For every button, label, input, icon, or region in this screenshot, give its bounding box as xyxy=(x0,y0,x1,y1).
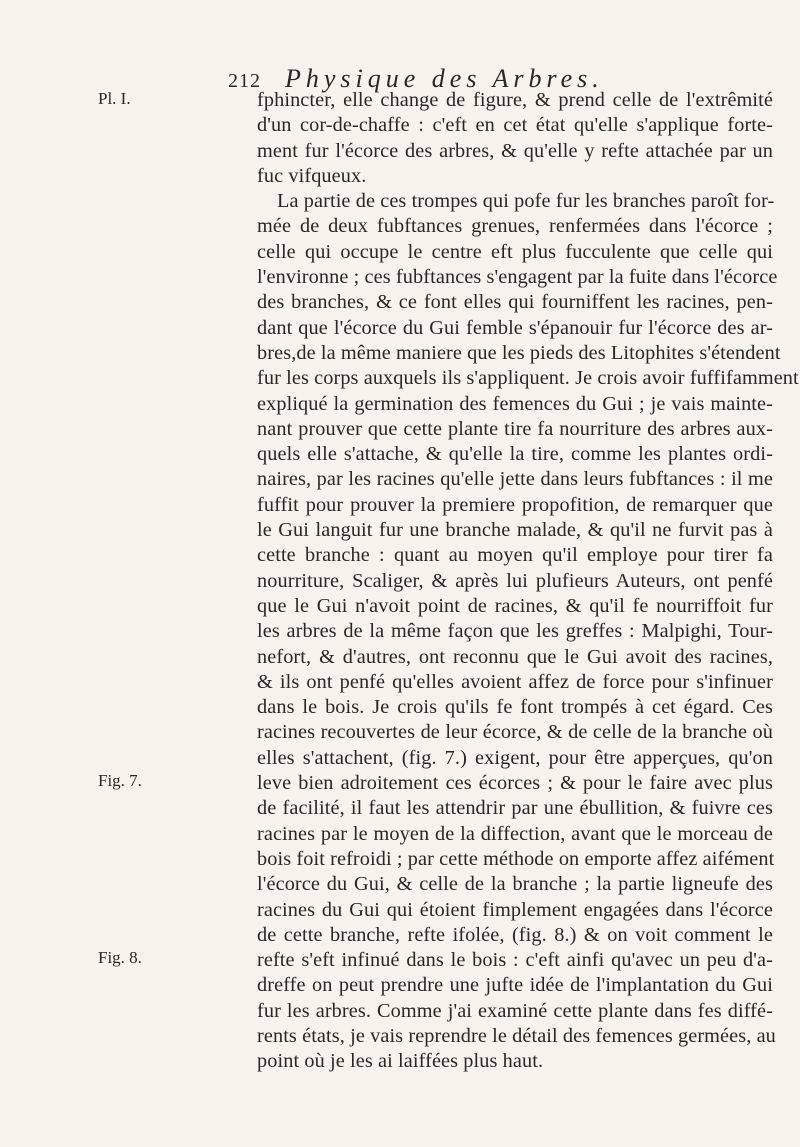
text-line: cette branche : quant au moyen qu'il employe pour tirer fa xyxy=(257,544,773,567)
text-line: dans le bois. Je crois qu'ils fe font trompés à cet égard. Ces xyxy=(257,696,773,719)
text-line: racines du Gui qui étoient fimplement engagées dans l'écorce xyxy=(257,898,773,921)
text-line: refte s'eft infinué dans le bois : c'eft ainfi qu'avec un peu d'a- xyxy=(257,949,773,972)
page-number: 212 xyxy=(228,70,261,92)
text-line: leve bien adroitement ces écorces ; & pour le faire avec plus xyxy=(257,772,773,795)
text-line: l'écorce du Gui, & celle de la branche ; la partie ligneufe des xyxy=(257,873,773,896)
text-line: fuffit pour prouver la premiere propofition, de remarquer que xyxy=(257,493,773,516)
margin-note-fig-7: Fig. 7. xyxy=(98,771,142,790)
text-line: nourriture, Scaliger, & après lui plufieurs Auteurs, ont penfé xyxy=(257,569,773,592)
text-line: fur les arbres. Comme j'ai examiné cette plante dans fes diffé- xyxy=(257,999,773,1022)
text-line: celle qui occupe le centre eft plus fucculente que celle qui xyxy=(257,240,773,263)
text-line: & ils ont penfé qu'elles avoient affez de force pour s'infinuer xyxy=(257,670,773,693)
text-line: bois foit refroidi ; par cette méthode on emporte affez aifément xyxy=(257,847,775,870)
text-line: mée de deux fubftances grenues, renfermées dans l'écorce ; xyxy=(257,215,773,238)
text-line: ment fur l'écorce des arbres, & qu'elle y refte attachée par un xyxy=(257,139,773,162)
text-line: des branches, & ce font elles qui fourniffent les racines, pen- xyxy=(257,291,773,314)
text-line: dreffe on peut prendre une jufte idée de l'implantation du Gui xyxy=(257,974,773,997)
text-line: nefort, & d'autres, ont reconnu que le Gui avoit des racines, xyxy=(257,645,773,668)
text-line: les arbres de la même façon que les greffes : Malpighi, Tour- xyxy=(257,620,773,643)
text-line: fphincter, elle change de figure, & prend celle de l'extrêmité xyxy=(257,89,773,111)
text-line: de facilité, il faut les attendrir par une ébullition, & fuivre ces xyxy=(257,797,773,820)
text-line: racines recouvertes de leur écorce, & de celle de la branche où xyxy=(257,721,773,744)
text-line: que le Gui n'avoit point de racines, & qu'il fe nourriffoit fur xyxy=(257,594,773,617)
text-line: de cette branche, refte ifolée, (fig. 8.) & on voit comment le xyxy=(257,923,773,946)
text-line: fuc vifqueux. xyxy=(257,164,367,187)
running-title: Physique des Arbres. xyxy=(285,64,604,93)
text-line: elles s'attachent, (fig. 7.) exigent, pour être apperçues, qu'on xyxy=(257,746,773,769)
text-line: bres,de la même maniere que les pieds des Litophites s'étendent xyxy=(257,341,781,364)
text-line: fur les corps auxquels ils s'appliquent. Je crois avoir fuffifamment xyxy=(257,367,799,390)
margin-note-fig-8: Fig. 8. xyxy=(98,948,142,967)
text-line: l'environne ; ces fubftances s'engagent par la fuite dans l'écorce xyxy=(257,266,778,289)
text-line: rents états, je vais reprendre le détail des femences germées, au xyxy=(257,1024,776,1047)
margin-note-plate: Pl. I. xyxy=(98,89,131,108)
text-line: point où je les ai laiffées plus haut. xyxy=(257,1050,544,1073)
text-line: naires, par les racines qu'elle jette dans leurs fubftances : il me xyxy=(257,468,773,491)
text-line: La partie de ces trompes qui pofe fur les branches paroît for- xyxy=(277,190,775,213)
text-line: le Gui languit fur une branche malade, & qu'il ne furvit pas à xyxy=(257,519,773,542)
text-line: nant prouver que cette plante tire fa nourriture des arbres aux- xyxy=(257,417,773,440)
text-line: racines par le moyen de la diffection, avant que le morceau de xyxy=(257,822,773,845)
body-text xyxy=(257,88,799,1075)
text-line: expliqué la germination des femences du Gui ; je vais mainte- xyxy=(257,392,773,415)
text-line: quels elle s'attache, & qu'elle la tire, comme les plantes ordi- xyxy=(257,443,773,466)
text-line: dant que l'écorce du Gui femble s'épanouir fur l'écorce des ar- xyxy=(257,316,773,339)
text-line: d'un cor-de-chaffe : c'eft en cet état qu'elle s'applique forte- xyxy=(257,114,773,137)
